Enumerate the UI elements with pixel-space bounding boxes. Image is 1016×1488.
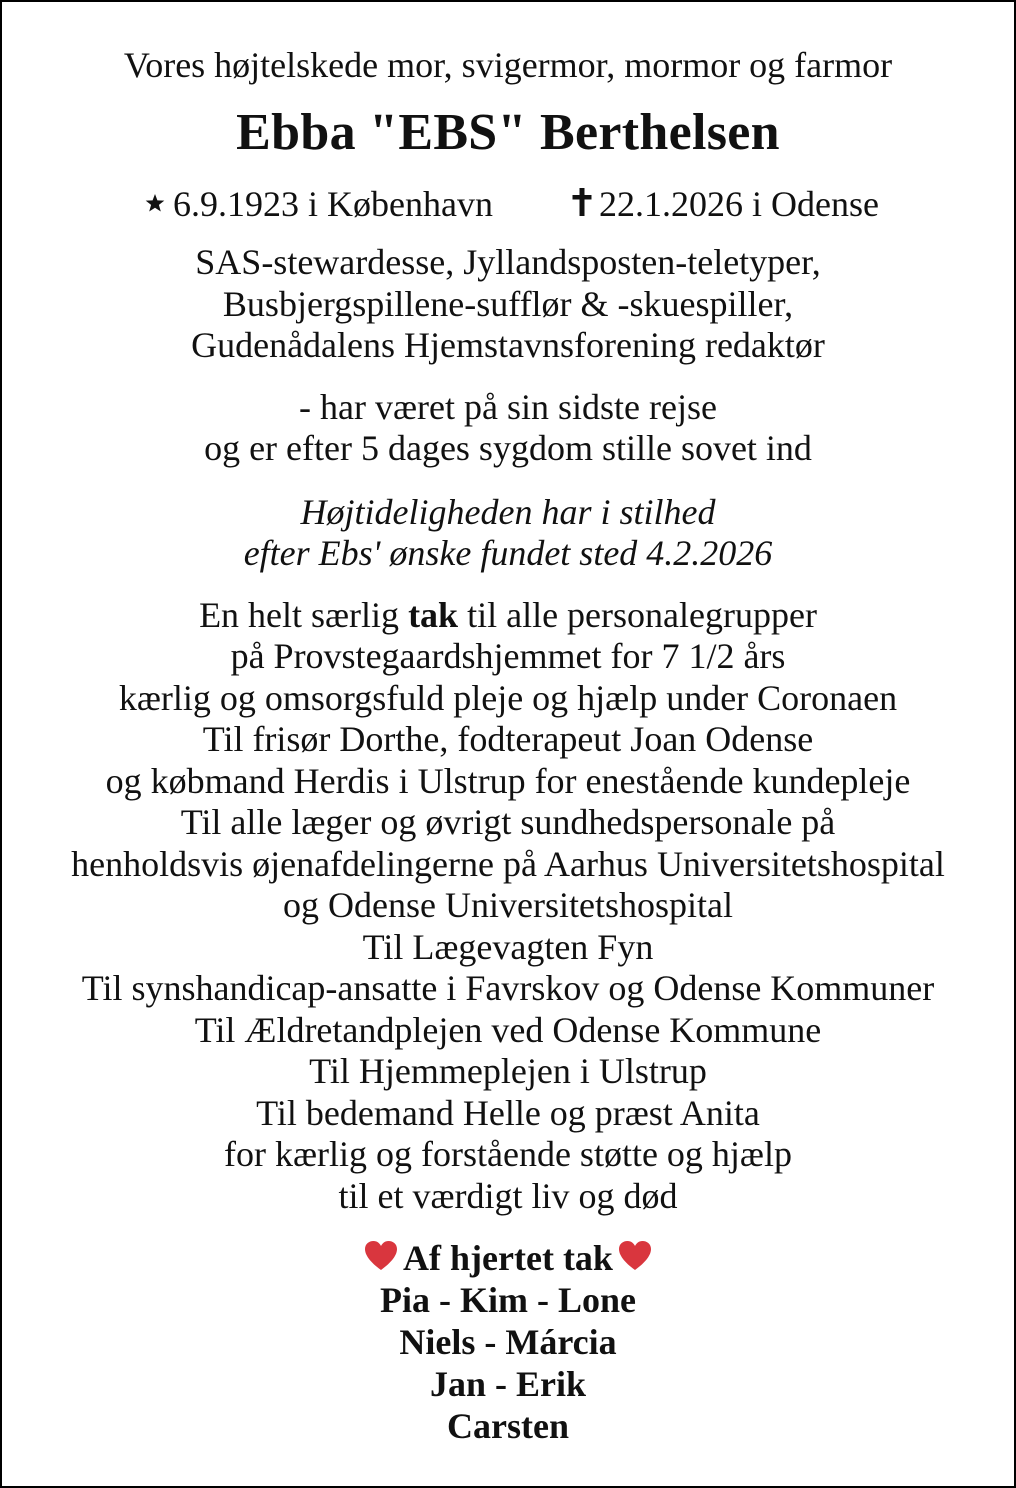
signoff-line (2, 1237, 1014, 1279)
thanks-line: Til Hjemmeplejen i Ulstrup (309, 1051, 707, 1091)
life-dates (2, 180, 1014, 228)
thanks-line: til et værdigt liv og død (338, 1175, 678, 1216)
occupation-line: Busbjergspillene-sufflør & -skuespiller, (222, 283, 794, 324)
thanks-line: for kærlig og forstående støtte og hjælp (224, 1134, 792, 1174)
thanks-line: Til Lægevagten Fyn (362, 926, 654, 967)
passing-line: - har været på sin sidste rejse (299, 386, 717, 427)
thanks-line: henholdsvis øjenafdelingerne på Aarhus Universitetshospital (71, 843, 945, 884)
ceremony-line: Højtideligheden har i stilhed (300, 491, 716, 532)
thanks-line: og købmand Herdis i Ulstrup for enestående kundepleje (105, 760, 911, 801)
thanks-line: og Odense Universitetshospital (283, 885, 733, 925)
thanks-line: Til Ældretandplejen ved Odense Kommune (194, 1009, 822, 1050)
thanks-line: kærlig og omsorgsfuld pleje og hjælp under Coronaen (118, 677, 898, 718)
thanks-line: på Provstegaardshjemmet for 7 1/2 års (230, 636, 786, 676)
occupations (2, 242, 1014, 367)
death-text: 22.1.2026 i Odense (599, 184, 879, 224)
thanks-after: til alle personalegrupper (458, 594, 817, 635)
deceased-name: Ebba "EBS" Berthelsen (236, 104, 780, 161)
heart-icon (364, 1240, 398, 1272)
star-icon (145, 193, 165, 213)
signature-section (2, 1237, 1014, 1447)
passing-line: og er efter 5 dages sygdom stille sovet ind (204, 428, 812, 468)
family-names: Niels - Márcia (399, 1322, 617, 1362)
obituary-notice (2, 40, 1014, 1447)
passing-statement (2, 387, 1014, 470)
birth-date (145, 180, 493, 228)
signoff-text: Af hjertet tak (403, 1238, 613, 1278)
thanks-section (2, 595, 1014, 1218)
thanks-line (2, 595, 1014, 637)
ceremony-line: efter Ebs' ønske fundet sted 4.2.2026 (243, 533, 773, 573)
death-date (571, 180, 879, 228)
thanks-line: Til alle læger og øvrigt sundhedspersonale på (180, 802, 836, 842)
thanks-bold: tak (408, 594, 459, 635)
intro-line: Vores højtelskede mor, svigermor, mormor og farmor (123, 45, 893, 85)
family-names: Jan - Erik (429, 1364, 587, 1404)
thanks-line: Til bedemand Helle og præst Anita (256, 1092, 760, 1133)
occupation-line: SAS-stewardesse, Jyllandsposten-teletyper, (195, 242, 821, 282)
family-names: Pia - Kim - Lone (380, 1280, 636, 1320)
occupation-line: Gudenådalens Hjemstavnsforening redaktør (191, 325, 825, 365)
thanks-line: Til synshandicap-ansatte i Favrskov og Odense Kommuner (81, 968, 935, 1008)
ceremony-note (2, 492, 1014, 575)
thanks-line: Til frisør Dorthe, fodterapeut Joan Odense (202, 719, 814, 759)
thanks-before: En helt særlig (199, 594, 409, 635)
birth-text: 6.9.1923 i København (173, 184, 493, 224)
heart-icon (618, 1240, 652, 1272)
cross-icon (571, 187, 593, 217)
family-names: Carsten (447, 1406, 569, 1446)
